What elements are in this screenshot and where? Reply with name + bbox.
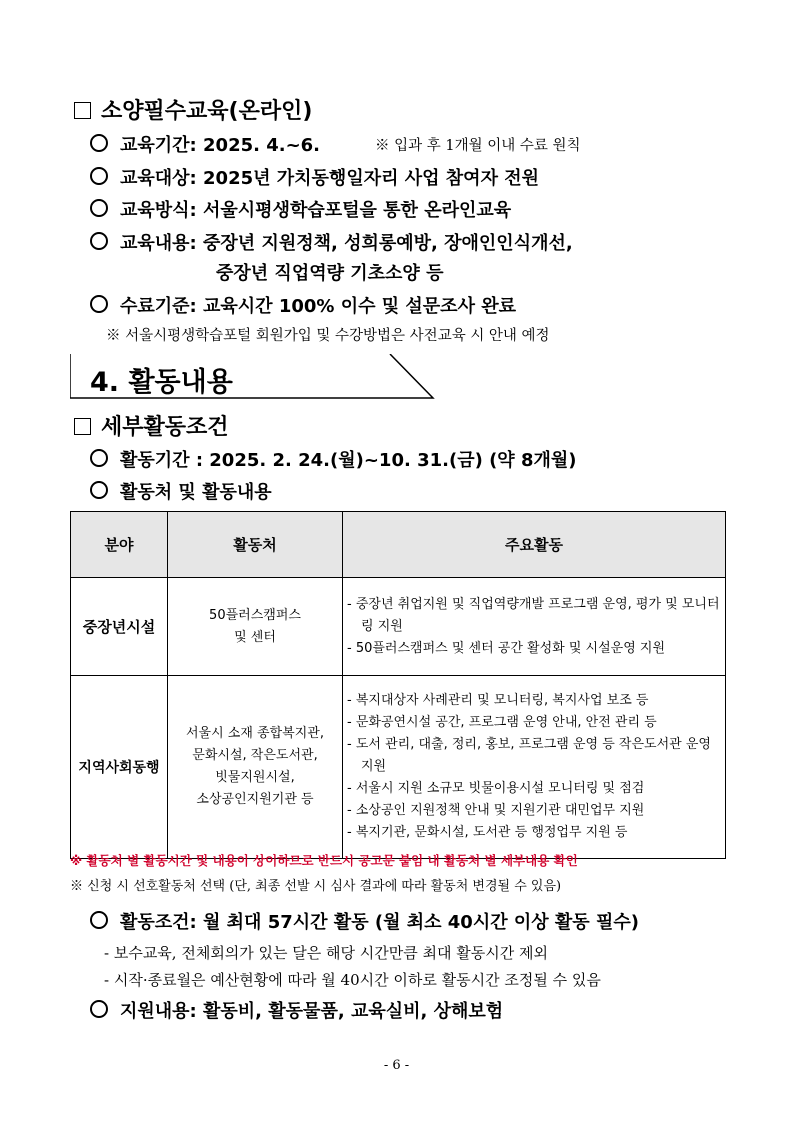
table-cell-activities	[343, 676, 726, 859]
place-line: 소상공인지원기관 등	[196, 792, 314, 807]
circle-bullet-icon	[90, 167, 108, 185]
activity-item: - 도서 관리, 대출, 정리, 홍보, 프로그램 운영 등 작은도서관 운영지원	[347, 737, 711, 774]
table-header: 분야	[71, 512, 168, 578]
table-header-row	[71, 512, 726, 578]
section-title: 4. 활동내용	[90, 367, 233, 398]
circle-bullet-icon	[90, 481, 108, 499]
support-content	[90, 997, 503, 1023]
activity-item: - 소상공인 지원정책 안내 및 지원기관 대민업무 지원	[347, 803, 645, 818]
edu-target-text: 교육대상: 2025년 가치동행일자리 사업 참여자 전원	[120, 168, 539, 189]
circle-bullet-icon	[90, 449, 108, 467]
place-line: 문화시설, 작은도서관,	[192, 748, 318, 763]
page-number: - 6 -	[383, 1058, 410, 1073]
circle-bullet-icon	[90, 232, 108, 250]
table-header: 주요활동	[343, 512, 726, 578]
table-row	[71, 676, 726, 859]
activity-item: - 복지대상자 사례관리 및 모니터링, 복지사업 보조 등	[347, 693, 649, 708]
support-content-text: 지원내용: 활동비, 활동물품, 교육실비, 상해보험	[120, 1001, 504, 1022]
activity-conditions	[90, 908, 639, 934]
edu-criteria	[90, 292, 516, 318]
detail-heading-text: 세부활동조건	[101, 415, 229, 440]
place-line: 50플러스캠퍼스	[209, 607, 301, 623]
table-cell-category: 지역사회동행	[71, 676, 168, 859]
edu-content-line2: 중장년 직업역량 기초소양 등	[216, 263, 444, 284]
important-note: ※ 활동처 별 활동시간 및 내용이 상이하므로 반드시 공고문 붙임 내 활동처 별 세부내용 확인	[70, 853, 578, 868]
edu-heading-text: 소양필수교육(온라인)	[101, 99, 313, 124]
edu-period-label: 교육기간: 2025. 4.~6.	[120, 135, 321, 156]
table-cell-activities	[343, 578, 726, 676]
selection-note: ※ 신청 시 선호활동처 선택 (단, 최종 선발 시 심사 결과에 따라 활동처 변경될 수 있음)	[70, 879, 562, 894]
detail-places	[90, 478, 272, 504]
circle-bullet-icon	[90, 1000, 108, 1018]
table-cell-place	[168, 578, 343, 676]
circle-bullet-icon	[90, 134, 108, 152]
place-line: 및 센터	[234, 629, 276, 645]
place-line: 빗물지원시설,	[215, 770, 295, 785]
circle-bullet-icon	[90, 911, 108, 929]
place-line: 서울시 소재 종합복지관,	[186, 726, 324, 741]
edu-heading	[74, 94, 312, 125]
edu-method	[90, 196, 511, 222]
edu-method-text: 교육방식: 서울시평생학습포털을 통한 온라인교육	[120, 200, 512, 221]
table-cell-place	[168, 676, 343, 859]
circle-bullet-icon	[90, 199, 108, 217]
edu-content-line1: 교육내용: 중장년 지원정책, 성희롱예방, 장애인인식개선,	[120, 233, 573, 254]
edu-period	[90, 131, 320, 157]
activity-item: - 서울시 지원 소규모 빗물이용시설 모니터링 및 점검	[347, 781, 645, 796]
detail-period	[90, 446, 576, 472]
activity-item: - 복지기관, 문화시설, 도서관 등 행정업무 지원 등	[347, 825, 628, 840]
activity-item: - 문화공연시설 공간, 프로그램 운영 안내, 안전 관리 등	[347, 715, 657, 730]
table-header: 활동처	[168, 512, 343, 578]
condition-sub-1: - 보수교육, 전체회의가 있는 달은 해당 시간만큼 최대 활동시간 제외	[104, 944, 548, 962]
edu-content	[90, 229, 573, 255]
condition-sub-2: - 시작·종료월은 예산현황에 따라 월 40시간 이하로 활동시간 조정될 수 있음	[104, 971, 601, 989]
activity-table	[70, 511, 726, 859]
edu-period-note: ※ 입과 후 1개월 이내 수료 원칙	[375, 138, 581, 154]
detail-heading	[74, 410, 229, 441]
checkbox-square-icon	[74, 418, 91, 435]
table-cell-category: 중장년시설	[71, 578, 168, 676]
activity-item: - 중장년 취업지원 및 직업역량개발 프로그램 운영, 평가 및 모니터링 지원	[347, 596, 720, 634]
circle-bullet-icon	[90, 295, 108, 313]
table-row	[71, 578, 726, 676]
edu-note: ※ 서울시평생학습포털 회원가입 및 수강방법은 사전교육 시 안내 예정	[106, 328, 550, 344]
edu-target	[90, 164, 539, 190]
activity-conditions-text: 활동조건: 월 최대 57시간 활동 (월 최소 40시간 이상 활동 필수)	[120, 912, 639, 933]
edu-criteria-text: 수료기준: 교육시간 100% 이수 및 설문조사 완료	[120, 296, 517, 317]
detail-places-text: 활동처 및 활동내용	[120, 482, 272, 503]
activity-item: - 50플러스캠퍼스 및 센터 공간 활성화 및 시설운영 지원	[347, 640, 666, 656]
checkbox-square-icon	[74, 102, 91, 119]
detail-period-text: 활동기간 : 2025. 2. 24.(월)~10. 31.(금) (약 8개월)	[120, 450, 577, 471]
